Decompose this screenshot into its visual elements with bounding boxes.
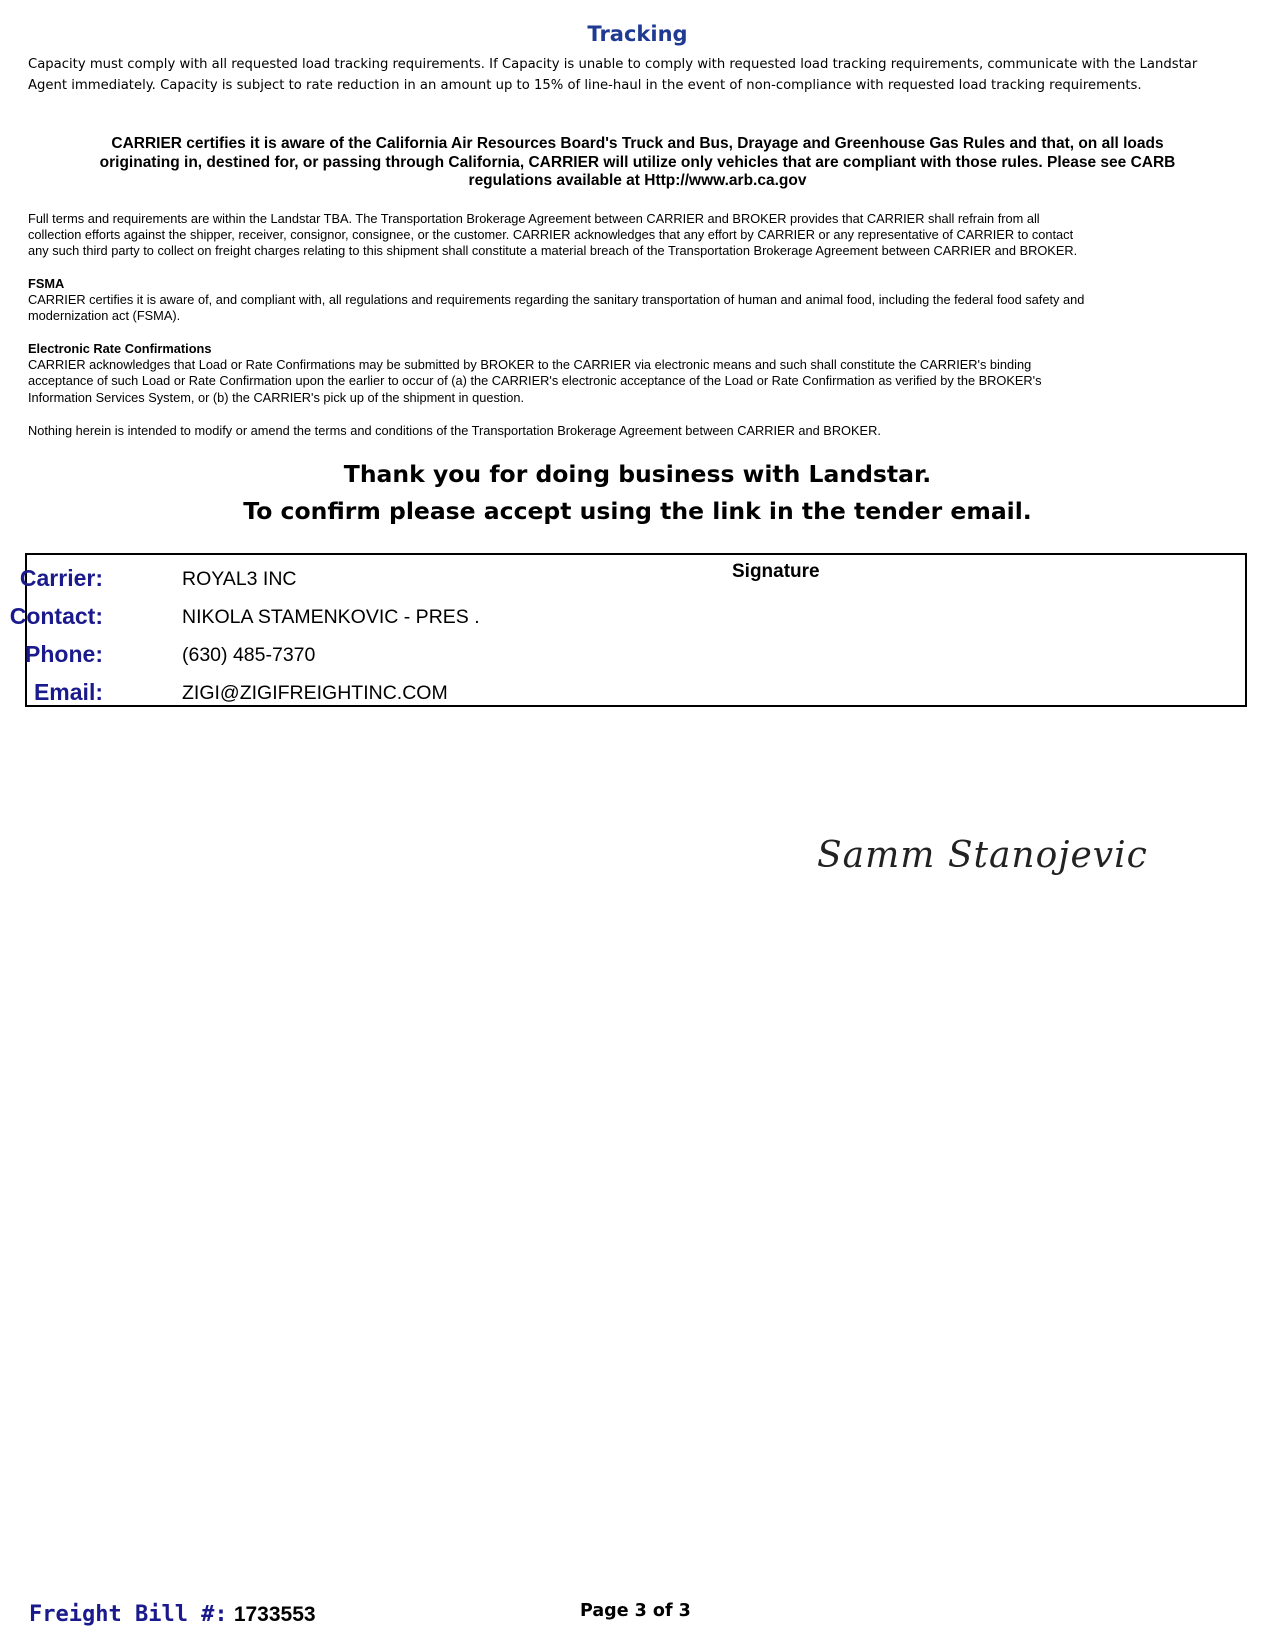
contact-label: Contact:	[9, 603, 103, 629]
email-value: ZIGI@ZIGIFREIGHTINC.COM	[182, 682, 448, 704]
carrier-value: ROYAL3 INC	[182, 568, 297, 590]
handwritten-signature	[815, 825, 1148, 904]
fsma-section	[28, 276, 1253, 325]
erc-line-3: Information Services System, or (b) the CARRIER's pick up of the shipment in question.	[28, 389, 525, 405]
tracking-line-1: Capacity must comply with all requested load tracking requirements. If Capacity is unable to comply with requested load tracking requirements, communicate with the Landstar	[28, 57, 1198, 72]
carb-line-2: originating in, destined for, or passing through California, CARRIER will utilize only vehicles that are compliant with those rules. Please see CARB	[99, 153, 1176, 171]
tracking-heading: Tracking	[587, 22, 688, 46]
full-terms-line-1: Full terms and requirements are within the Landstar TBA. The Transportation Brokerage Agreement between CARRIER and BROKER provides that CARRIER shall refrain from all	[28, 211, 1040, 226]
signature-image	[815, 825, 1148, 895]
carb-notice	[40, 135, 1235, 191]
fsma-line-1: CARRIER certifies it is aware of, and compliant with, all regulations and requirements regarding the sanitary transportation of human and animal food, including the federal food safety and	[28, 292, 1085, 308]
nothing-herein-text: Nothing herein is intended to modify or amend the terms and conditions of the Transportation Brokerage Agreement between CARRIER and BROKER.	[28, 423, 881, 438]
carb-line-3: regulations available at Http://www.arb.ca.gov	[468, 172, 807, 189]
page-number: Page 3 of 3	[580, 1601, 691, 1621]
thank-you-message	[0, 456, 1275, 530]
carrier-info-box	[9, 553, 1247, 707]
carrier-label: Carrier:	[19, 565, 103, 591]
full-terms-line-2: collection efforts against the shipper, receiver, consignor, consignee, or the customer. CARRIER acknowledges that any effort by CARRIER or any representative of CARRIER to contact	[28, 227, 1074, 243]
full-terms-paragraph	[28, 211, 1253, 260]
carb-line-1: CARRIER certifies it is aware of the California Air Resources Board's Truck and Bus, Drayage and Greenhouse Gas Rules and that, on all loads	[111, 135, 1164, 152]
contact-value: NIKOLA STAMENKOVIC - PRES .	[182, 606, 480, 628]
full-terms-line-3: any such third party to collect on freight charges relating to this shipment shall constitute a material breach of the Transportation Brokerage Agreement between CARRIER and BROKER.	[28, 243, 1078, 259]
signature-label: Signature	[732, 561, 820, 582]
email-label: Email:	[33, 679, 103, 705]
thank-you-line-1: Thank you for doing business with Landstar.	[343, 460, 932, 488]
fsma-heading: FSMA	[28, 276, 65, 291]
phone-value: (630) 485-7370	[182, 644, 316, 666]
tracking-line-2: Agent immediately. Capacity is subject to rate reduction in an amount up to 15% of line-haul in the event of non-compliance with requested load tracking requirements.	[28, 78, 1142, 93]
erc-heading: Electronic Rate Confirmations	[28, 341, 212, 356]
fsma-line-2: modernization act (FSMA).	[28, 308, 181, 324]
freight-bill-label: Freight Bill #:	[29, 1602, 228, 1627]
phone-label: Phone:	[25, 641, 103, 667]
freight-bill	[29, 1601, 316, 1627]
erc-line-1: CARRIER acknowledges that Load or Rate Confirmations may be submitted by BROKER to the CARRIER via electronic means and such shall constitute the CARRIER's binding	[28, 357, 1032, 373]
signature-text: Samm Stanojevic	[817, 835, 1148, 876]
tracking-paragraph	[28, 54, 1253, 96]
thank-you-line-2: To confirm please accept using the link in the tender email.	[243, 497, 1032, 525]
erc-line-2: acceptance of such Load or Rate Confirmation upon the earlier to occur of (a) the CARRIER's electronic acceptance of the Load or Rate Confirmation as verified by the BROKER's	[28, 373, 1042, 389]
erc-section	[28, 341, 1253, 406]
freight-bill-number: 1733553	[233, 1603, 316, 1626]
